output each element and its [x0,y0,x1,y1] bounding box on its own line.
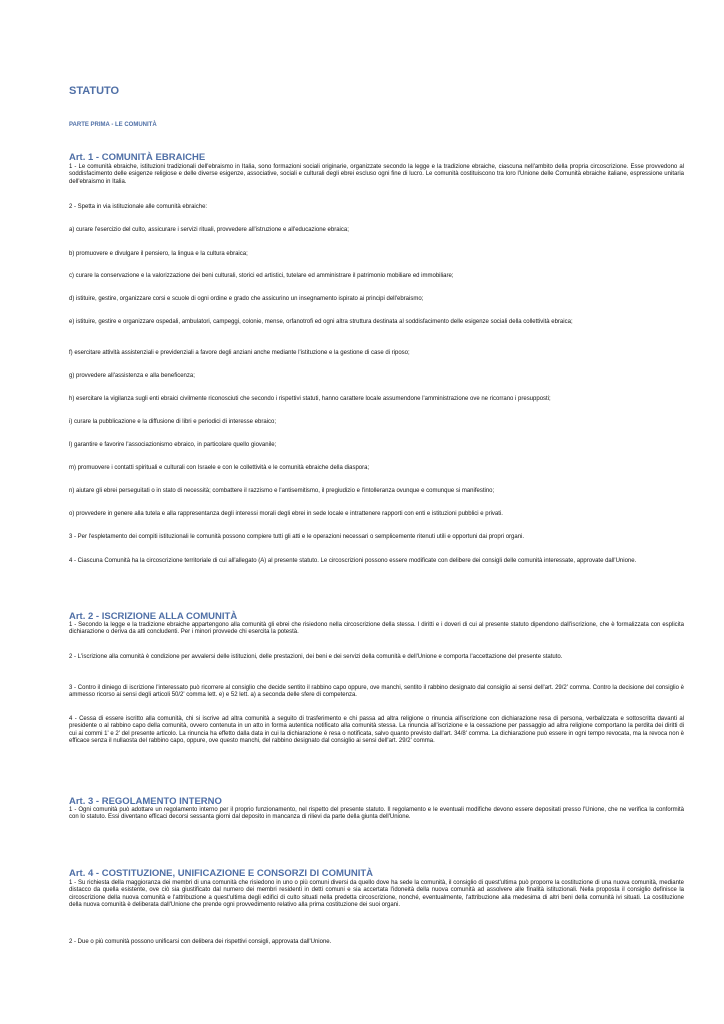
article-1-item-l: l) garantire e favorire l'associazionismo ebraico, in particolare quello giovanile; [69,442,277,448]
article-2-heading: Art. 2 - ISCRIZIONE ALLA COMUNITÀ [69,611,238,622]
article-2-paragraph-3: 3 - Contro il diniego di iscrizione l'interessato può ricorrere al consiglio che decide sentito il rabbino capo oppure, ove manchi, sentito il rabbino designato dal consiglio ai sensi dell'art. 29/2' comma. Contro la decisione del consiglio è ammesso ricorso ai sensi degli articoli 50/2' comma lett. e) e 52 lett. a) a seconda delle sfere di competenza. [69,685,684,699]
article-1-heading: Art. 1 - COMUNITÀ EBRAICHE [69,152,206,163]
article-1-item-h: h) esercitare la vigilanza sugli enti ebraici civilmente riconosciuti che secondo i rispettivi statuti, hanno carattere locale assumendone l'amministrazione ove ne ricorrano i presupposti; [69,396,551,402]
article-3-heading: Art. 3 - REGOLAMENTO INTERNO [69,796,222,807]
article-2-paragraph-2: 2 - L'iscrizione alla comunità è condizione per avvalersi delle istituzioni, delle prestazioni, dei beni e dei servizi della comunità e dell'Unione e comporta l'accettazione del presente statuto. [69,654,563,660]
article-1-item-c: c) curare la conservazione e la valorizzazione dei beni culturali, storici ed artistici, tutelare ed amministrare il patrimonio mobiliare ed immobiliare; [69,273,454,279]
article-1-item-f: f) esercitare attività assistenziali e previdenziali a favore degli anziani anche mediante l'istituzione e la gestione di case di riposo; [69,350,410,356]
article-1-paragraph-2: 2 - Spetta in via istituzionale alle comunità ebraiche: [69,204,208,210]
article-1-paragraph-3: 3 - Per l'espletamento dei compiti istituzionali le comunità possono compiere tutti gli atti e le operazioni necessari o semplicemente ritenuti utili e opportuni dai propri organi. [69,534,525,540]
article-1-item-m: m) promuovere i contatti spirituali e culturali con Israele e con le collettività e le comunità ebraiche della diaspora; [69,465,370,471]
article-3-paragraph-1: 1 - Ogni comunità può adottare un regolamento interno per il proprio funzionamento, nel rispetto del presente statuto. Il regolamento e le eventuali modifiche devono essere depositati presso l'Unione, che ne verifica la conformità con lo statuto. Essi diventano efficaci decorsi sessanta giorni dal deposito in mancanza di rilievi da parte della giunta dell'Unione. [69,807,684,821]
article-1-item-o: o) provvedere in genere alla tutela e alla rappresentanza degli interessi morali degli ebrei in sede locale e intrattenere rapporti con enti e istituzioni pubblici e privati. [69,511,503,517]
document-title: STATUTO [69,85,120,97]
article-4-paragraph-2: 2 - Due o più comunità possono unificarsi con delibera dei rispettivi consigli, approvata dall'Unione. [69,939,332,945]
article-1-item-i: i) curare la pubblicazione e la diffusione di libri e periodici di interesse ebraico; [69,419,277,425]
article-1-item-a: a) curare l'esercizio del culto, assicurare i servizi rituali, provvedere all'istruzione e all'educazione ebraica; [69,227,349,233]
article-1-item-n: n) aiutare gli ebrei perseguitati o in stato di necessità; combattere il razzismo e l'antisemitismo, il pregiudizio e l'intolleranza ovunque e comunque si manifestino; [69,488,495,494]
article-1-item-b: b) promuovere e divulgare il pensiero, la lingua e la cultura ebraica; [69,251,248,257]
article-1-paragraph-4: 4 - Ciascuna Comunità ha la circoscrizione territoriale di cui all'allegato (A) al presente statuto. Le circoscrizioni possono essere modificate con delibere dei consigli delle comunità interessate, approvate dall'Unione. [69,558,637,564]
article-4-paragraph-1: 1 - Su richiesta della maggioranza dei membri di una comunità che risiedono in uno o più comuni diversi da quello dove ha sede la comunità, il consiglio di quest'ultima può proporre la costituzione di una nuova comunità, mediante distacco da quella esistente, ove ciò sia giustificato dal numero dei membri residenti in detti comuni e sia accertata l'idoneità della nuova comunità ad assolvere alle finalità istituzionali. Nella proposta il consiglio definisce la circoscrizione della nuova comunità e l'attribuzione a quest'ultima degli edifici di culto situati nella predetta circoscrizione, nonché, eventualmente, l'attribuzione alla medesima di altri beni della comunità ivi situati. La costituzione della nuova comunità è deliberata dall'Unione che prende ogni provvedimento relativo alla prima costituzione dei suoi organi. [69,880,684,909]
article-1-item-e: e) istituire, gestire e organizzare ospedali, ambulatori, campeggi, colonie, mense, orfanotrofi ed ogni altra struttura destinata al soddisfacimento delle esigenze sociali della collettività ebraica; [69,319,573,325]
article-2-paragraph-4: 4 - Cessa di essere iscritto alla comunità, chi si iscrive ad altra comunità a seguito di trasferimento e chi passa ad altra religione o rinuncia all'iscrizione con dichiarazione resa di persona, verbalizzata e sottoscritta davanti al presidente o al rabbino capo della comunità, ovvero contenuta in un atto in forma autentica notificato alla comunità stessa. La rinuncia all'iscrizione e la cessazione per passaggio ad altra religione comportano la perdita dei diritti di cui ai commi 1' e 2' del presente articolo. La rinuncia ha effetto dalla data in cui la dichiarazione è resa o notificata, salvo quanto previsto dall'art. 34/8' comma. La dichiarazione può essere in ogni tempo revocata, ma la revoca non è efficace senza il nullaosta del rabbino capo, oppure, ove questo manchi, del rabbino designato dal consiglio ai sensi dell'art. 29/2' comma. [69,716,684,745]
article-2-paragraph-1: 1 - Secondo la legge e la tradizione ebraiche appartengono alla comunità gli ebrei che risiedono nella circoscrizione della stessa. I diritti e i doveri di cui al presente statuto dipendono dall'iscrizione, che è formalizzata con esplicita dichiarazione o deriva da atti concludenti. Per i minori provvede chi esercita la potestà. [69,622,684,636]
article-1-item-g: g) provvedere all'assistenza e alla beneficenza; [69,373,195,379]
part-title: PARTE PRIMA - LE COMUNITÀ [69,122,157,128]
article-1-paragraph-1: 1 - Le comunità ebraiche, istituzioni tradizionali dell'ebraismo in Italia, sono formazioni sociali originarie, organizzate secondo la legge e la tradizione ebraiche, ciascuna nell'ambito della propria circoscrizione. Esse provvedono al soddisfacimento delle esigenze religiose e delle diverse esigenze, associative, sociali e culturali degli ebrei escluso ogni fine di lucro. Le comunità costituiscono tra loro l'Unione delle Comunità ebraiche italiane, espressione unitaria dell'ebraismo in Italia. [69,164,684,185]
article-4-heading: Art. 4 - COSTITUZIONE, UNIFICAZIONE E CONSORZI DI COMUNITÀ [69,868,373,879]
article-1-item-d: d) istituire, gestire, organizzare corsi e scuole di ogni ordine e grado che assicurino un insegnamento ispirato ai principi dell'ebraismo; [69,296,424,302]
